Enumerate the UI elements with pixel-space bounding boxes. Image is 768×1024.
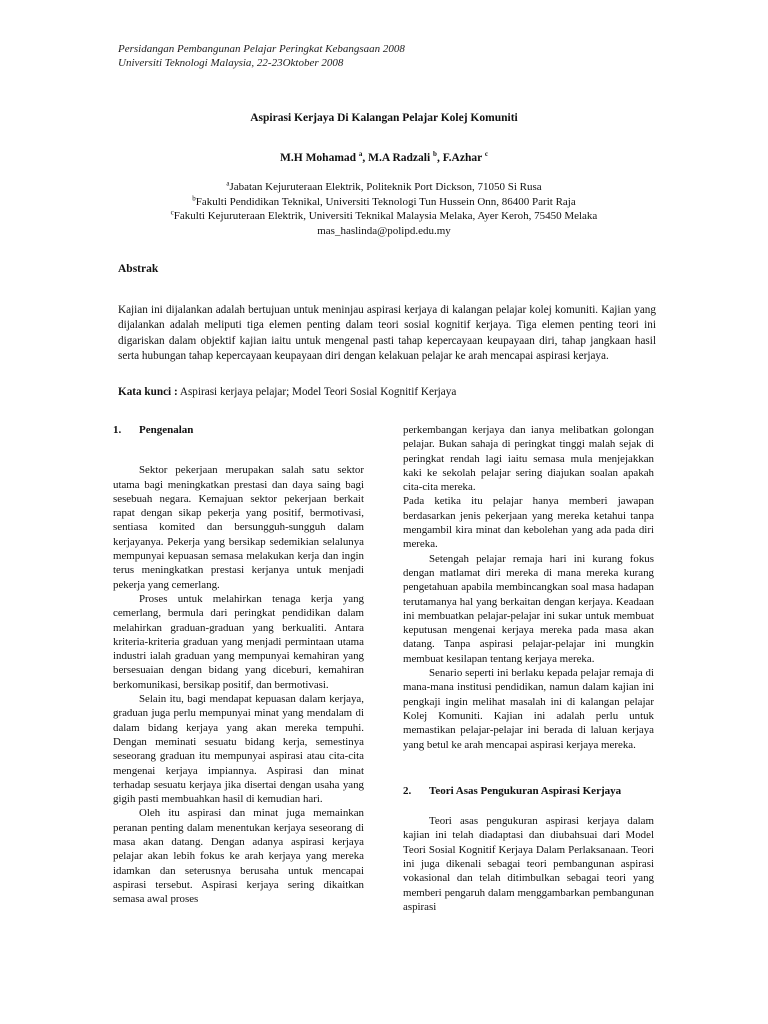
affiliation-mark: b xyxy=(192,193,196,202)
conference-name: Persidangan Pembangunan Pelajar Peringkat Kebangsaan 2008 xyxy=(118,43,405,55)
author-separator: , xyxy=(362,152,369,164)
author-name: M.H Mohamad xyxy=(280,152,357,164)
section-heading xyxy=(113,423,364,437)
conference-venue-date: Universiti Teknologi Malaysia, 22-23Oktober 2008 xyxy=(118,57,344,69)
affiliation-mark: c xyxy=(170,208,174,217)
paragraph: Selain itu, bagi mendapat kepuasan dalam kerjaya, graduan juga perlu mempunyai minat yang mendalam di dalam bidang kerjaya yang akan mereka tempuhi. Dengan meminati sesuatu bidang kerja, semestinya seseorang graduan itu mempunyai aspirasi atau cita-cita mengenai kerjaya impiannya. Aspirasi dan minat terhadap sesuatu kerjaya jika disertai dengan usaha yang gigih pasti membuahkan hasil di kemudian hari. xyxy=(113,693,364,806)
affiliation-mark: a xyxy=(226,179,230,188)
affiliation-text: Jabatan Kejuruteraan Elektrik, Politeknik Port Dickson, 71050 Si Rusa xyxy=(229,181,542,193)
section-number: 2. xyxy=(403,784,412,797)
author-affiliation-mark: a xyxy=(358,150,363,159)
column-left xyxy=(113,423,364,907)
section-title: Pengenalan xyxy=(139,424,194,436)
paragraph: Teori asas pengukuran aspirasi kerjaya dalam kajian ini telah diadaptasi dan diubahsuai dari Model Teori Sosial Kognitif Kerjaya Dalam Perlaksanaan. Teori ini juga dikenali sebagai teori pembangunan aspirasi vokasional dan telah ditimbulkan sebagai teori yang memberi pengaruh dalam menggambarkan pembangunan aspirasi xyxy=(403,815,654,913)
paragraph: Sektor pekerjaan merupakan salah satu sektor utama bagi meningkatkan prestasi dan daya saing bagi sesebuah negara. Kemajuan sektor pekerjaan berkait rapat dengan sikap pekerja yang positif, bermotivasi, sentiasa komited dan bersungguh-sungguh dalam kerjayanya. Pekerja yang bersikap sedemikian selalunya mempunyai kepuasan semasa melakukan kerja dan ingin terus meningkatkan prestasi kerjanya untuk menjadi pekerja yang cemerlang. xyxy=(113,464,364,591)
section-heading xyxy=(403,784,654,798)
affiliation-line xyxy=(0,209,768,224)
author-affiliation-mark: b xyxy=(433,150,437,159)
affiliation-text: Fakulti Kejuruteraan Elektrik, Universiti Teknikal Malaysia Melaka, Ayer Keroh, 75450 Melaka xyxy=(173,210,598,222)
conference-header xyxy=(118,42,405,70)
paragraph: perkembangan kerjaya dan ianya melibatkan golongan pelajar. Bukan sahaja di peringkat tinggi malah sejak di peringkat rendah lagi iaitu semasa mula menjejakkan kaki ke sekolah pelajar sering diajukan soalan apakah cita-cita mereka. xyxy=(403,424,654,494)
author-name: F.Azhar xyxy=(442,152,482,164)
affiliation-line xyxy=(0,195,768,210)
keywords-text: Aspirasi kerjaya pelajar; Model Teori Sosial Kognitif Kerjaya xyxy=(179,386,457,398)
paragraph: Senario seperti ini berlaku kepada pelajar remaja di mana-mana institusi pendidikan, namun dalam kajian ini pengkaji ingin melihat masalah ini di kalangan pelajar Kolej Komuniti. Kajian ini adalah perlu untuk memastikan pelajar-pelajar ini berada di laluan kerjaya yang betul ke arah mencapai aspirasi kerjaya mereka. xyxy=(403,667,654,751)
author-separator: , xyxy=(436,152,443,164)
affiliations xyxy=(0,180,768,238)
paragraph: Proses untuk melahirkan tenaga kerja yang cemerlang, bermula dari peringkat pendidikan dalam melahirkan graduan-graduan yang berkualiti. Antara kriteria-kriteria graduan yang menjadi permintaan utama industri ialah graduan yang mempunyai kemahiran yang bersesuaian dengan bidang yang diceburi, kemahiran berkomunikasi, bersikap positif, dan bermotivasi. xyxy=(113,592,364,691)
abstract-heading: Abstrak xyxy=(118,263,159,275)
paper-title: Aspirasi Kerjaya Di Kalangan Pelajar Kolej Komuniti xyxy=(250,112,518,124)
paragraph: Setengah pelajar remaja hari ini kurang fokus dengan matlamat diri mereka di mana mereka kurang pengetahuan apabila membincangkan soal masa hadapan terutamanya hal yang berkaitan dengan kerjaya. Keadaan ini membuatkan pelajar-pelajar ini sukar untuk membuat keputusan mengenai kerjaya mereka pada masa akan datang. Tanpa aspirasi pelajar-pelajar ini mungkin membuat kesilapan tentang kerjaya mereka. xyxy=(403,552,654,665)
column-right xyxy=(403,423,654,914)
author-list xyxy=(0,152,768,164)
paragraph: Oleh itu aspirasi dan minat juga memainkan peranan penting dalam menentukan kerjaya seseorang di masa akan datang. Dengan adanya aspirasi kerjaya pelajar akan lebih fokus ke arah kerjaya yang mereka idamkan dan seterusnya berusaha untuk mencapai aspirasi tersebut. Aspirasi kerjaya sering dikaitkan semasa awal proses xyxy=(113,807,364,906)
section-number: 1. xyxy=(113,424,122,436)
paragraph: Pada ketika itu pelajar hanya memberi jawapan berdasarkan jenis pekerjaan yang mereka ketahui tanpa mengambil kira minat dan kebolehan yang ada pada diri mereka. xyxy=(403,495,654,551)
abstract-text: Kajian ini dijalankan adalah bertujuan untuk meninjau aspirasi kerjaya di kalangan pelajar kolej komuniti. Kajian yang dijalankan adalah meliputi tiga elemen penting dalam teori sosial kognitif kerjaya. Tiga elemen penting teori ini digariskan dalam objektif kajian iaitu untuk mengenal pasti tahap kepercayaan keupayaan diri, tahap jangkaan hasil serta hubungan tahap kepercayaan keupayaan diri dengan kelakuan pelajar ke arah mencapai aspirasi kerjaya. xyxy=(118,304,656,362)
author-name: M.A Radzali xyxy=(368,152,431,164)
keywords xyxy=(118,386,456,398)
author-email: mas_haslinda@polipd.edu.my xyxy=(317,224,451,237)
author-affiliation-mark: c xyxy=(484,150,488,159)
affiliation-text: Fakulti Pendidikan Teknikal, Universiti Teknologi Tun Hussein Onn, 86400 Parit Raja xyxy=(195,195,576,208)
section-title: Teori Asas Pengukuran Aspirasi Kerjaya xyxy=(429,784,622,797)
affiliation-line xyxy=(0,180,768,195)
keywords-label: Kata kunci : xyxy=(118,386,178,398)
